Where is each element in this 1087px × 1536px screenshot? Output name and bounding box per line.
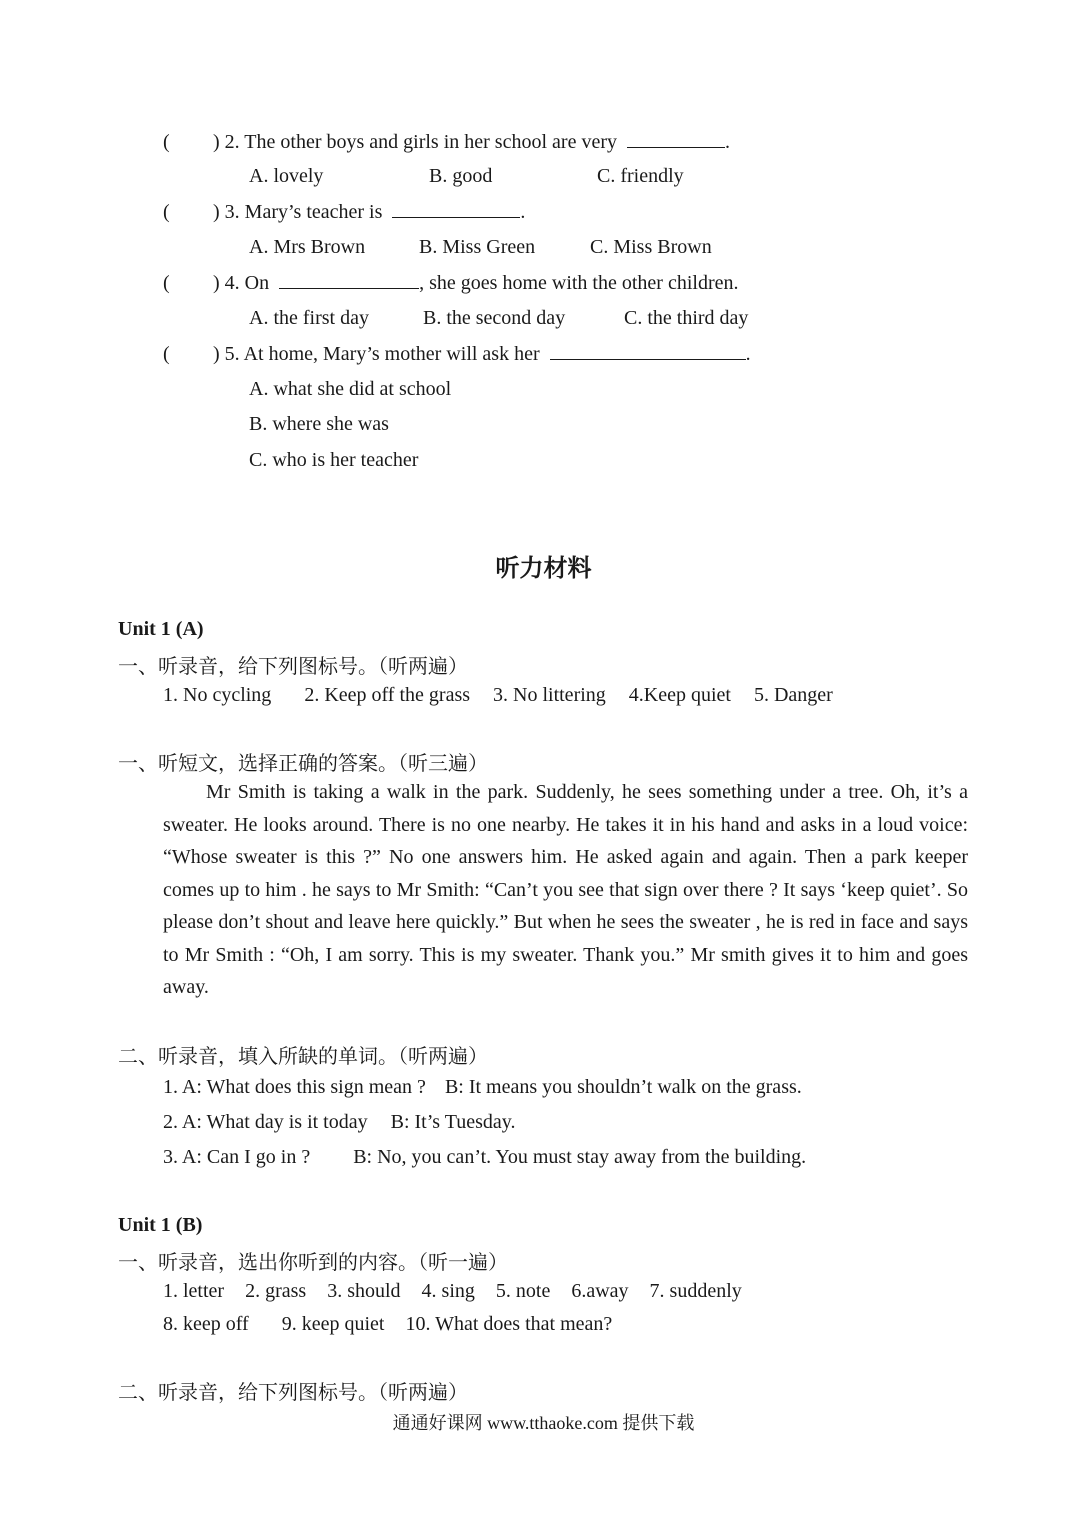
list-item: 4. sing (421, 1280, 475, 1302)
dialogue-line (163, 1075, 802, 1099)
instruction-1b-part2: 二、听录音，给下列图标号。（听两遍） (118, 1382, 468, 1404)
dialogue-b: B: It means you shouldn’t walk on the grass. (444, 1076, 802, 1098)
answer-blank (550, 341, 746, 360)
answer-paren-close: ) (213, 201, 220, 223)
answer-paren-open: ( (163, 131, 170, 153)
list-item: 1. No cycling (163, 684, 272, 706)
question-stem-end: . (745, 343, 751, 365)
dialogue-b: B: It’s Tuesday. (390, 1111, 516, 1133)
answer-paren-open: ( (163, 272, 170, 294)
question-stem-end: . (520, 201, 526, 223)
answer-blank (627, 129, 725, 148)
dialogue-b: B: No, you can’t. You must stay away from the building. (353, 1146, 807, 1168)
passage: Mr Smith is taking a walk in the park. Suddenly, he sees something under a tree. Oh, it’s a sweater. He looks around. There is no one nearby. He takes it in his hand and asks in a loud voice: “Whose sweater is this ?” No one answers him. He asked again and again. Then a park keeper comes up to him . he says to Mr Smith: “Can’t you see that sign over there ? It says ‘keep quiet’. So please don’t shout and leave here quickly.” But when he sees the sweater , he is red in face and says to Mr Smith : “Oh, I am sorry. This is my sweater. Thank you.” Mr smith gives it to him and goes away. (163, 781, 968, 998)
instruction-1b-part1: 一、听录音，选出你听到的内容。（听一遍） (118, 1252, 508, 1274)
unit-heading-1b: Unit 1 (B) (118, 1214, 203, 1236)
unit-heading-1a: Unit 1 (A) (118, 618, 204, 640)
option-a: A. what she did at school (249, 378, 452, 400)
question-stem: 4. On (224, 272, 270, 294)
list-item: 9. keep quiet (281, 1313, 385, 1335)
instruction-1a-part3: 二、听录音，填入所缺的单词。（听两遍） (118, 1046, 488, 1068)
dialogue-line (163, 1145, 806, 1169)
list-item: 5. Danger (753, 684, 833, 706)
option-b: B. good (429, 165, 493, 187)
dialogue-a: 1. A: What does this sign mean ? (163, 1076, 426, 1098)
option-a: A. lovely (249, 165, 324, 187)
sign-list (163, 683, 833, 707)
question-4 (163, 270, 739, 295)
list-item: 1. letter (163, 1280, 225, 1302)
question-stem: 2. The other boys and girls in her school are very (224, 131, 617, 153)
instruction-1a-part1: 一、听录音，给下列图标号。（听两遍） (118, 656, 468, 678)
option-b: B. where she was (249, 413, 389, 435)
list-item: 2. Keep off the grass (304, 684, 471, 706)
option-b: B. the second day (423, 307, 566, 329)
answer-paren-close: ) (213, 272, 220, 294)
list-item: 6.away (571, 1280, 629, 1302)
list-item: 5. note (495, 1280, 551, 1302)
list-item: 4.Keep quiet (628, 684, 731, 706)
list-item: 10. What does that mean? (405, 1313, 613, 1335)
dialogue-line (163, 1110, 515, 1134)
list-item: 3. No littering (493, 684, 606, 706)
option-b: B. Miss Green (419, 236, 536, 258)
dialogue-a: 3. A: Can I go in ? (163, 1146, 311, 1168)
option-c: C. who is her teacher (249, 449, 419, 471)
instruction-1a-part2: 一、听短文，选择正确的答案。（听三遍） (118, 753, 488, 775)
question-stem-end: , she goes home with the other children. (419, 272, 739, 294)
question-stem: 3. Mary’s teacher is (224, 201, 383, 223)
list-item: 2. grass (245, 1280, 307, 1302)
option-c: C. the third day (624, 307, 749, 329)
option-a: A. Mrs Brown (249, 236, 366, 258)
list-item: 8. keep off (163, 1313, 249, 1335)
word-list-row-1 (163, 1279, 742, 1303)
answer-paren-open: ( (163, 343, 170, 365)
question-stem-end: . (724, 131, 730, 153)
question-5 (163, 341, 751, 366)
option-a: A. the first day (249, 307, 369, 329)
question-3 (163, 199, 525, 224)
question-stem: 5. At home, Mary’s mother will ask her (224, 343, 540, 365)
list-item: 7. suddenly (649, 1280, 742, 1302)
list-item: 3. should (327, 1280, 401, 1302)
option-c: C. Miss Brown (590, 236, 712, 258)
page-footer: 通通好课网 www.tthaoke.com 提供下载 (392, 1413, 695, 1433)
dialogue-a: 2. A: What day is it today (163, 1111, 368, 1133)
question-2 (163, 129, 730, 154)
answer-paren-close: ) (213, 343, 220, 365)
option-c: C. friendly (597, 165, 684, 187)
answer-blank (392, 199, 520, 218)
section-title: 听力材料 (495, 556, 592, 582)
word-list-row-2 (163, 1312, 612, 1336)
answer-paren-close: ) (213, 131, 220, 153)
answer-blank (279, 270, 419, 289)
answer-paren-open: ( (163, 201, 170, 223)
